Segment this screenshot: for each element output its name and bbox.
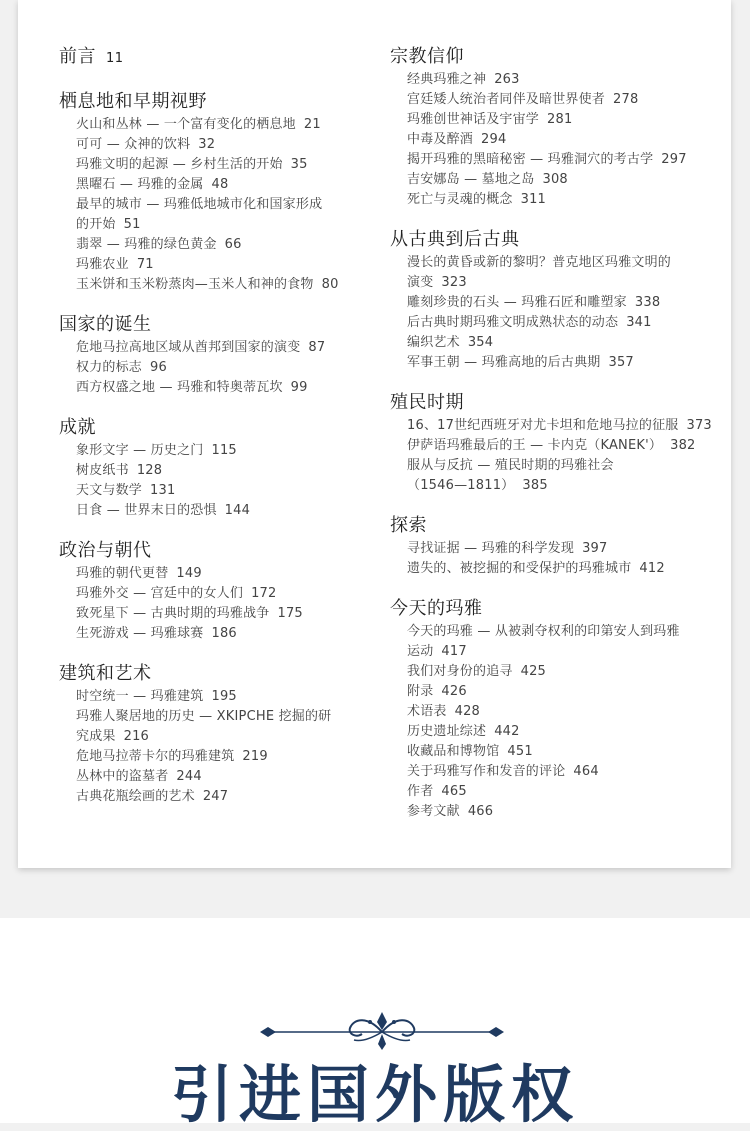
entry-title: 翡翠 — 玛雅的绿色黄金 — [76, 237, 217, 252]
page-number: 385 — [522, 478, 548, 493]
entry-title: 军事王朝 — 玛雅高地的后古典期 — [407, 355, 601, 370]
toc-entry[interactable] — [59, 707, 379, 747]
toc-entry[interactable] — [390, 762, 750, 782]
page-number: 382 — [670, 438, 696, 453]
entry-title: 火山和丛林 — 一个富有变化的栖息地 — [76, 117, 296, 132]
entry-title: 关于玛雅写作和发音的评论 — [407, 764, 566, 779]
entry-title: 危地马拉高地区域从酋邦到国家的演变 — [76, 340, 301, 355]
page-number: 35 — [290, 157, 308, 172]
page-number: 442 — [494, 724, 520, 739]
toc-entry[interactable] — [390, 722, 750, 742]
entry-title: 权力的标志 — [76, 360, 143, 375]
page-number: 66 — [224, 237, 242, 252]
toc-entry[interactable] — [390, 313, 750, 333]
page-number: 357 — [608, 355, 634, 370]
page-number: 172 — [251, 586, 277, 601]
page-number: 281 — [547, 112, 573, 127]
page-number: 131 — [150, 483, 176, 498]
toc-entry[interactable] — [59, 747, 379, 767]
toc-entry[interactable] — [390, 253, 750, 293]
entry-title-continued: （1546—1811） — [407, 478, 515, 493]
entry-title: 寻找证据 — 玛雅的科学发现 — [407, 541, 575, 556]
entry-title: 时空统一 — 玛雅建筑 — [76, 689, 204, 704]
entry-title: 可可 — 众神的饮料 — [76, 137, 191, 152]
entry-title: 危地马拉蒂卡尔的玛雅建筑 — [76, 749, 235, 764]
page-number: 99 — [290, 380, 308, 395]
entry-title: 玛雅创世神话及宇宙学 — [407, 112, 540, 127]
toc-entry[interactable] — [59, 155, 379, 175]
toc-section — [390, 596, 750, 822]
entry-title: 生死游戏 — 玛雅球赛 — [76, 626, 204, 641]
entry-title: 经典玛雅之神 — [407, 72, 487, 87]
page-number: 51 — [123, 217, 141, 232]
entry-title: 天文与数学 — [76, 483, 143, 498]
entry-title: 西方权盛之地 — 玛雅和特奥蒂瓦坎 — [76, 380, 283, 395]
page-number: 323 — [441, 275, 467, 290]
toc-entry[interactable] — [59, 115, 379, 135]
toc-entry[interactable] — [59, 501, 379, 521]
toc-entry[interactable] — [390, 353, 750, 373]
page-number: 144 — [224, 503, 251, 518]
page-number: 87 — [308, 340, 326, 355]
toc-entry[interactable] — [59, 358, 379, 378]
entry-title: 作者 — [407, 784, 434, 799]
entry-title: 我们对身份的追寻 — [407, 664, 513, 679]
page-number: 175 — [277, 606, 303, 621]
toc-entry[interactable] — [390, 702, 750, 722]
entry-title-continued: 运动 — [407, 644, 434, 659]
toc-entry[interactable] — [390, 539, 750, 559]
toc-entry[interactable] — [390, 333, 750, 353]
toc-section — [59, 312, 379, 398]
page-number: 297 — [661, 152, 687, 167]
entry-title: 玉米饼和玉米粉蒸肉—玉米人和神的食物 — [76, 277, 314, 292]
toc-entry[interactable] — [59, 584, 379, 604]
toc-entry[interactable] — [59, 275, 379, 295]
page-number: 195 — [211, 689, 237, 704]
entry-title: 玛雅的朝代更替 — [76, 566, 169, 581]
page-number: 186 — [211, 626, 237, 641]
page-number: 426 — [441, 684, 467, 699]
banner-heading: 引进国外版权 — [170, 1058, 579, 1131]
page-number: 247 — [202, 789, 229, 804]
entry-title: 树皮纸书 — [76, 463, 129, 478]
entry-title-continued: 演变 — [407, 275, 434, 290]
section-title: 今天的玛雅 — [390, 598, 483, 619]
page-number: 425 — [520, 664, 547, 679]
entry-title: 玛雅外交 — 宫廷中的女人们 — [76, 586, 244, 601]
entry-title: 今天的玛雅 — 从被剥夺权利的印第安人到玛雅 — [407, 624, 680, 639]
page-number: 21 — [303, 117, 321, 132]
entry-title-continued: 的开始 — [76, 217, 116, 232]
toc-section — [59, 415, 379, 521]
promo-banner-area — [0, 918, 750, 1131]
ornament-divider-icon — [258, 1008, 506, 1052]
page-number: 466 — [467, 804, 494, 819]
toc-section — [59, 538, 379, 644]
toc-entry[interactable] — [59, 687, 379, 707]
toc-entry[interactable] — [59, 378, 379, 398]
toc-entry[interactable] — [59, 564, 379, 584]
entry-title: 后古典时期玛雅文明成熟状态的动态 — [407, 315, 619, 330]
page-number: 11 — [106, 51, 124, 66]
toc-entry[interactable] — [59, 767, 379, 787]
entry-title: 揭开玛雅的黑暗秘密 — 玛雅洞穴的考古学 — [407, 152, 654, 167]
entry-title: 致死星下 — 古典时期的玛雅战争 — [76, 606, 270, 621]
section-title: 殖民时期 — [390, 392, 464, 413]
toc-entry[interactable] — [59, 787, 379, 807]
entry-title: 玛雅农业 — [76, 257, 129, 272]
entry-title: 收藏品和博物馆 — [407, 744, 500, 759]
entry-title: 术语表 — [407, 704, 447, 719]
page-number: 451 — [507, 744, 533, 759]
page-number: 338 — [634, 295, 661, 310]
toc-entry[interactable] — [59, 195, 379, 235]
toc-entry[interactable] — [59, 441, 379, 461]
toc-section — [390, 44, 750, 210]
toc-section — [390, 513, 750, 579]
toc-entry[interactable] — [390, 170, 750, 190]
entry-title: 漫长的黄昏或新的黎明？普克地区玛雅文明的 — [407, 255, 672, 270]
section-title: 建筑和艺术 — [59, 663, 152, 684]
entry-title: 参考文献 — [407, 804, 460, 819]
toc-page — [18, 0, 731, 868]
entry-title-continued: 究成果 — [76, 729, 116, 744]
toc-entry[interactable] — [59, 624, 379, 644]
entry-title: 历史遗址综述 — [407, 724, 487, 739]
page-number: 308 — [542, 172, 568, 187]
entry-title: 丛林中的盗墓者 — [76, 769, 169, 784]
entry-title: 象形文字 — 历史之门 — [76, 443, 204, 458]
section-title: 探索 — [390, 515, 427, 536]
page-number: 464 — [573, 764, 599, 779]
entry-title: 伊萨语玛雅最后的王 — 卡内克（KANEK'） — [407, 438, 663, 453]
page-number: 428 — [454, 704, 481, 719]
toc-section — [390, 227, 750, 373]
entry-title: 玛雅文明的起源 — 乡村生活的开始 — [76, 157, 283, 172]
section-title: 前言 11 — [59, 46, 124, 67]
toc-entry[interactable] — [59, 175, 379, 195]
toc-entry[interactable] — [390, 802, 750, 822]
page-number: 80 — [321, 277, 339, 292]
toc-entry[interactable] — [390, 293, 750, 313]
page-number: 263 — [494, 72, 520, 87]
page-number: 115 — [211, 443, 237, 458]
section-title: 政治与朝代 — [59, 540, 152, 561]
toc-entry[interactable] — [390, 130, 750, 150]
page-number: 294 — [481, 132, 507, 147]
section-title: 国家的诞生 — [59, 314, 152, 335]
page-number: 417 — [441, 644, 467, 659]
section-title: 栖息地和早期视野 — [59, 91, 207, 112]
page-number: 32 — [198, 137, 216, 152]
toc-entry[interactable] — [390, 90, 750, 110]
entry-title: 中毒及醉酒 — [407, 132, 474, 147]
page-number: 149 — [176, 566, 202, 581]
toc-entry[interactable] — [390, 662, 750, 682]
entry-title: 附录 — [407, 684, 434, 699]
toc-entry[interactable] — [390, 436, 750, 456]
page-number: 354 — [467, 335, 494, 350]
page-number: 311 — [520, 192, 547, 207]
toc-entry[interactable] — [390, 110, 750, 130]
entry-title: 宫廷矮人统治者同伴及暗世界使者 — [407, 92, 606, 107]
entry-title: 最早的城市 — 玛雅低地城市化和国家形成 — [76, 197, 323, 212]
toc-entry[interactable] — [390, 742, 750, 762]
entry-title: 编织艺术 — [407, 335, 460, 350]
page-number: 244 — [176, 769, 202, 784]
toc-entry[interactable] — [59, 604, 379, 624]
toc-entry[interactable] — [59, 461, 379, 481]
toc-entry[interactable] — [390, 682, 750, 702]
toc-entry[interactable] — [59, 255, 379, 275]
section-title: 宗教信仰 — [390, 46, 464, 67]
entry-title: 日食 — 世界末日的恐惧 — [76, 503, 217, 518]
toc-section — [59, 44, 379, 72]
page-number: 412 — [639, 561, 665, 576]
toc-entry[interactable] — [390, 416, 750, 436]
toc-entry[interactable] — [390, 622, 750, 662]
page-number: 465 — [441, 784, 467, 799]
toc-entry[interactable] — [59, 235, 379, 255]
toc-section — [59, 661, 379, 807]
toc-section — [390, 390, 750, 496]
toc-right-column — [390, 44, 750, 822]
entry-title: 古典花瓶绘画的艺术 — [76, 789, 195, 804]
toc-section — [59, 89, 379, 295]
page-number: 71 — [136, 257, 154, 272]
page-number: 96 — [150, 360, 167, 375]
entry-title: 雕刻珍贵的石头 — 玛雅石匠和雕塑家 — [407, 295, 627, 310]
toc-entry[interactable] — [390, 782, 750, 802]
page-number: 219 — [242, 749, 268, 764]
toc-entry[interactable] — [390, 559, 750, 579]
page-number: 341 — [626, 315, 652, 330]
entry-title: 吉安娜岛 — 墓地之岛 — [407, 172, 535, 187]
page-number: 128 — [136, 463, 163, 478]
page-number: 48 — [211, 177, 229, 192]
section-title: 从古典到后古典 — [390, 229, 520, 250]
toc-entry[interactable] — [390, 456, 750, 496]
toc-entry[interactable] — [59, 135, 379, 155]
entry-title: 黑曜石 — 玛雅的金属 — [76, 177, 204, 192]
toc-entry[interactable] — [390, 70, 750, 90]
toc-left-column — [59, 44, 379, 807]
toc-entry[interactable] — [390, 190, 750, 210]
entry-title: 死亡与灵魂的概念 — [407, 192, 513, 207]
entry-title: 遗失的、被挖掘的和受保护的玛雅城市 — [407, 561, 632, 576]
page-number: 397 — [582, 541, 608, 556]
page-number: 373 — [686, 418, 712, 433]
entry-title: 玛雅人聚居地的历史 — XKIPCHE 挖掘的研 — [76, 709, 332, 724]
toc-entry[interactable] — [59, 481, 379, 501]
page-number: 278 — [613, 92, 639, 107]
entry-title: 16、17世纪西班牙对尤卡坦和危地马拉的征服 — [407, 418, 679, 433]
entry-title: 服从与反抗 — 殖民时期的玛雅社会 — [407, 458, 614, 473]
toc-entry[interactable] — [390, 150, 750, 170]
page-number: 216 — [123, 729, 150, 744]
section-title: 成就 — [59, 417, 96, 438]
toc-entry[interactable] — [59, 338, 379, 358]
